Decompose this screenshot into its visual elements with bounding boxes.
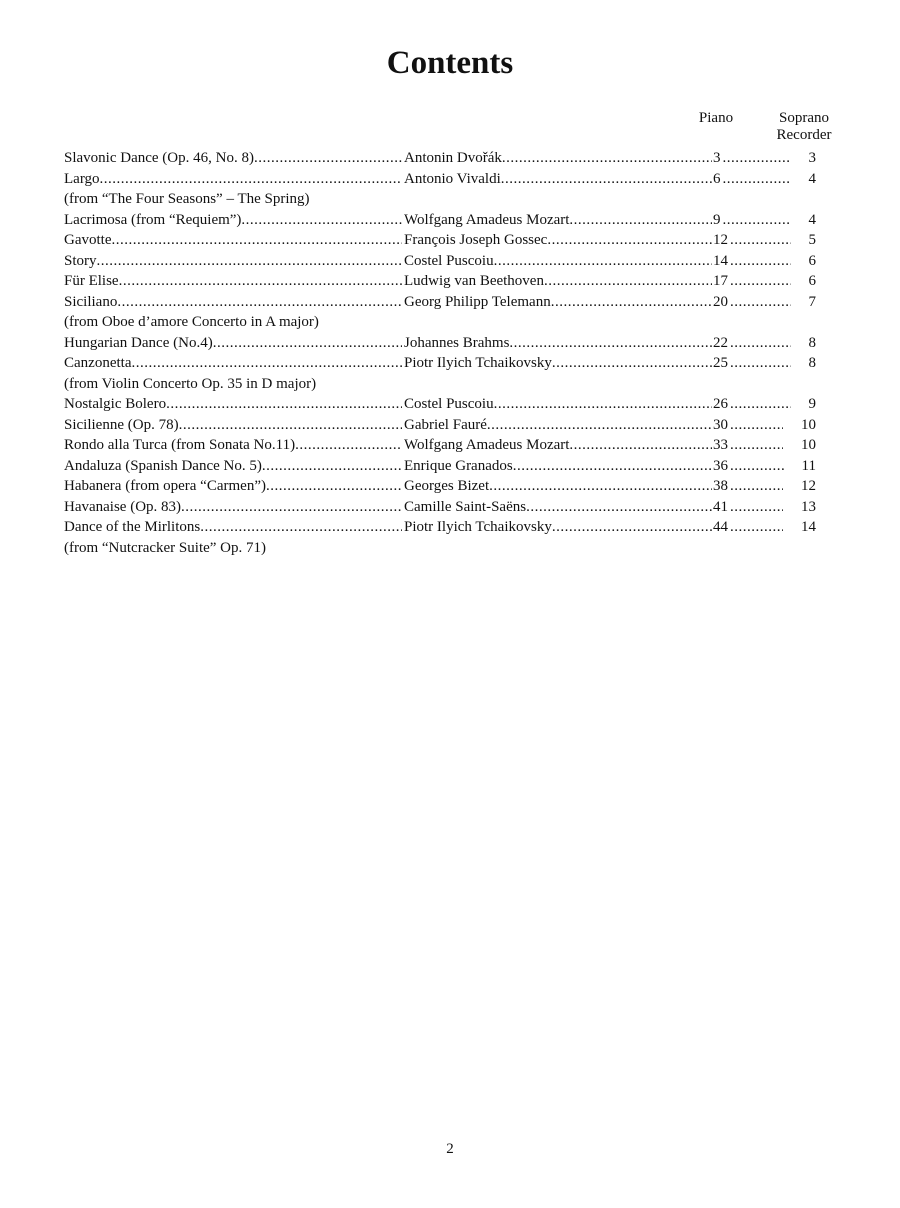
toc-entry-recorder-page: 8 xyxy=(808,355,816,371)
leader-dots xyxy=(487,415,712,436)
toc-entry-recorder-page: 10 xyxy=(801,437,816,453)
leader-dots xyxy=(513,456,712,477)
toc-entry-composer: Antonio Vivaldi xyxy=(404,169,501,190)
leader-dots xyxy=(295,435,402,456)
toc-entry-title: Hungarian Dance (No.4) xyxy=(64,333,213,354)
toc-entry-composer-cell xyxy=(404,251,712,272)
toc-entry-title-cell xyxy=(64,476,402,497)
toc-entry-recorder-page: 9 xyxy=(808,396,816,412)
toc-entry-recorder-page: 11 xyxy=(801,457,816,474)
toc-entry-title: Lacrimosa (from “Requiem”) xyxy=(64,210,241,231)
toc-entry-title: Havanaise (Op. 83) xyxy=(64,497,181,518)
leader-dots xyxy=(551,292,712,313)
toc-entry-subtitle-row xyxy=(64,374,824,395)
leader-dots xyxy=(111,230,402,251)
toc-entry-title-cell xyxy=(64,292,402,313)
leader-dots xyxy=(131,353,402,374)
leader-dots xyxy=(97,251,402,272)
toc-entry-composer-cell xyxy=(404,476,712,497)
toc-entry xyxy=(64,230,824,251)
toc-entry-composer: Costel Puscoiu xyxy=(404,251,494,272)
toc-entry-recorder-page: 5 xyxy=(808,232,816,248)
toc-entry-title-cell xyxy=(64,271,402,292)
toc-entry-title-cell xyxy=(64,497,402,518)
toc-entry xyxy=(64,333,824,354)
toc-entry-recorder-page: 4 xyxy=(808,170,816,187)
table-of-contents xyxy=(64,148,824,558)
toc-entry-composer-cell xyxy=(404,292,712,313)
column-header-recorder-line2: Recorder xyxy=(776,127,832,143)
toc-entry-subtitle: (from Violin Concerto Op. 35 in D major) xyxy=(64,375,317,392)
toc-entry-title-cell xyxy=(64,169,402,190)
toc-entry xyxy=(64,517,824,538)
toc-entry-composer-cell xyxy=(404,210,712,231)
leader-dots xyxy=(526,497,712,518)
toc-entry-composer: Piotr Ilyich Tchaikovsky xyxy=(404,353,552,374)
leader-dots xyxy=(730,456,784,477)
toc-entry xyxy=(64,476,824,497)
toc-entry-recorder-page: 4 xyxy=(808,211,816,228)
toc-entry-piano-page: 12 xyxy=(713,230,729,251)
leader-dots xyxy=(509,333,712,354)
toc-entry-composer: Piotr Ilyich Tchaikovsky xyxy=(404,517,552,538)
toc-entry-recorder-page: 14 xyxy=(801,519,816,535)
page-title: Contents xyxy=(386,45,514,81)
toc-entry-piano-page: 17 xyxy=(713,271,729,292)
toc-entry-title-cell xyxy=(64,394,402,415)
toc-entry-recorder-page: 6 xyxy=(808,252,816,269)
toc-entry-composer: Wolfgang Amadeus Mozart xyxy=(404,210,569,231)
leader-dots xyxy=(723,148,791,169)
toc-entry-composer-cell xyxy=(404,230,712,251)
leader-dots xyxy=(730,333,791,354)
toc-entry xyxy=(64,394,824,415)
toc-entry-recorder-page: 3 xyxy=(808,150,816,166)
leader-dots xyxy=(730,292,791,313)
toc-entry-subtitle: (from “Nutcracker Suite” Op. 71) xyxy=(64,539,267,556)
toc-entry xyxy=(64,353,824,374)
page-number: 2 xyxy=(446,1141,454,1157)
leader-dots xyxy=(730,251,791,272)
toc-entry-composer-cell xyxy=(404,517,712,538)
toc-entry xyxy=(64,497,824,518)
toc-entry-piano-page: 30 xyxy=(713,415,729,436)
leader-dots xyxy=(730,230,791,251)
toc-entry-composer: François Joseph Gossec xyxy=(404,230,547,251)
toc-entry xyxy=(64,415,824,436)
toc-entry-piano-page: 14 xyxy=(713,251,729,272)
toc-entry-composer: Georg Philipp Telemann xyxy=(404,292,551,313)
leader-dots xyxy=(730,394,791,415)
toc-entry-subtitle-row xyxy=(64,538,824,559)
toc-entry-composer: Georges Bizet xyxy=(404,476,489,497)
leader-dots xyxy=(502,148,712,169)
toc-entry-title: Nostalgic Bolero xyxy=(64,394,166,415)
toc-entry-composer: Johannes Brahms xyxy=(404,333,509,354)
toc-entry-title: Slavonic Dance (Op. 46, No. 8) xyxy=(64,148,254,169)
toc-entry-recorder-page: 10 xyxy=(801,416,816,433)
toc-entry-title-cell xyxy=(64,148,402,169)
toc-entry-subtitle-row xyxy=(64,189,824,210)
toc-entry-recorder-page: 7 xyxy=(808,293,816,310)
leader-dots xyxy=(100,169,402,190)
toc-entry-title: Story xyxy=(64,251,97,272)
leader-dots xyxy=(501,169,712,190)
toc-entry-title: Für Elise xyxy=(64,271,119,292)
toc-entry-title: Habanera (from opera “Carmen”) xyxy=(64,476,266,497)
toc-entry-composer-cell xyxy=(404,333,712,354)
column-header-recorder-line1: Soprano xyxy=(779,110,829,126)
column-header-recorder xyxy=(766,110,842,144)
leader-dots xyxy=(213,333,402,354)
toc-entry-composer-cell xyxy=(404,435,712,456)
toc-entry-composer-cell xyxy=(404,169,712,190)
toc-entry xyxy=(64,435,824,456)
leader-dots xyxy=(200,517,402,538)
toc-entry-title: Rondo alla Turca (from Sonata No.11) xyxy=(64,435,295,456)
leader-dots xyxy=(544,271,712,292)
toc-entry xyxy=(64,271,824,292)
leader-dots xyxy=(730,353,791,374)
toc-entry-composer-cell xyxy=(404,271,712,292)
leader-dots xyxy=(730,271,791,292)
leader-dots xyxy=(730,415,783,436)
toc-entry-recorder-page: 13 xyxy=(801,498,816,515)
toc-entry-piano-page: 44 xyxy=(713,517,729,538)
toc-entry-composer-cell xyxy=(404,415,712,436)
toc-entry-recorder-page: 6 xyxy=(808,273,816,289)
toc-entry-title-cell xyxy=(64,435,402,456)
toc-entry-title: Gavotte xyxy=(64,230,111,251)
toc-entry-composer: Gabriel Fauré xyxy=(404,415,487,436)
leader-dots xyxy=(166,394,402,415)
leader-dots xyxy=(569,210,712,231)
leader-dots xyxy=(241,210,402,231)
toc-entry-recorder-page: 8 xyxy=(808,334,816,351)
toc-entry-piano-page: 26 xyxy=(713,394,729,415)
column-header-piano: Piano xyxy=(698,110,734,126)
leader-dots xyxy=(119,271,402,292)
toc-entry-composer: Enrique Granados xyxy=(404,456,513,477)
toc-entry-piano-page: 9 xyxy=(713,210,722,231)
toc-entry-title: Siciliano xyxy=(64,292,117,313)
toc-entry-title: Dance of the Mirlitons xyxy=(64,517,200,538)
toc-entry-piano-page: 3 xyxy=(713,148,722,169)
leader-dots xyxy=(552,353,712,374)
toc-entry xyxy=(64,169,824,190)
toc-entry-composer: Costel Puscoiu xyxy=(404,394,494,415)
leader-dots xyxy=(489,476,712,497)
leader-dots xyxy=(266,476,402,497)
toc-entry-title: Andaluza (Spanish Dance No. 5) xyxy=(64,456,262,477)
toc-entry-title: Canzonetta xyxy=(64,353,131,374)
toc-entry-composer-cell xyxy=(404,394,712,415)
leader-dots xyxy=(552,517,712,538)
toc-entry-title-cell xyxy=(64,415,402,436)
toc-entry-piano-page: 36 xyxy=(713,456,729,477)
toc-entry-composer: Ludwig van Beethoven xyxy=(404,271,544,292)
toc-entry-title-cell xyxy=(64,333,402,354)
leader-dots xyxy=(730,517,783,538)
leader-dots xyxy=(179,415,402,436)
leader-dots xyxy=(723,210,791,231)
leader-dots xyxy=(547,230,712,251)
toc-entry-piano-page: 22 xyxy=(713,333,729,354)
toc-entry-title: Sicilienne (Op. 78) xyxy=(64,415,179,436)
toc-entry-title-cell xyxy=(64,230,402,251)
toc-entry-composer-cell xyxy=(404,353,712,374)
toc-entry-piano-page: 25 xyxy=(713,353,729,374)
toc-entry-recorder-page: 12 xyxy=(801,478,816,494)
toc-entry xyxy=(64,292,824,313)
leader-dots xyxy=(262,456,402,477)
leader-dots xyxy=(494,394,712,415)
toc-entry-composer: Camille Saint-Saëns xyxy=(404,497,526,518)
leader-dots xyxy=(117,292,402,313)
toc-entry xyxy=(64,456,824,477)
toc-entry-composer-cell xyxy=(404,148,712,169)
leader-dots xyxy=(730,476,783,497)
toc-entry-piano-page: 20 xyxy=(713,292,729,313)
toc-entry-piano-page: 33 xyxy=(713,435,729,456)
toc-entry-piano-page: 38 xyxy=(713,476,729,497)
toc-entry-composer: Antonin Dvořák xyxy=(404,148,502,169)
toc-entry-title-cell xyxy=(64,251,402,272)
toc-entry xyxy=(64,148,824,169)
toc-entry-subtitle-row xyxy=(64,312,824,333)
toc-entry-composer: Wolfgang Amadeus Mozart xyxy=(404,435,569,456)
toc-entry-title-cell xyxy=(64,210,402,231)
toc-entry-subtitle: (from Oboe d’amore Concerto in A major) xyxy=(64,314,319,330)
toc-entry xyxy=(64,251,824,272)
leader-dots xyxy=(723,169,791,190)
toc-entry-composer-cell xyxy=(404,497,712,518)
toc-entry-title-cell xyxy=(64,517,402,538)
leader-dots xyxy=(254,148,402,169)
toc-entry-piano-page: 41 xyxy=(713,497,729,518)
leader-dots xyxy=(494,251,712,272)
toc-entry-title-cell xyxy=(64,353,402,374)
toc-entry-piano-page: 6 xyxy=(713,169,722,190)
toc-entry-title: Largo xyxy=(64,169,100,190)
toc-entry-composer-cell xyxy=(404,456,712,477)
leader-dots xyxy=(569,435,712,456)
toc-entry-title-cell xyxy=(64,456,402,477)
leader-dots xyxy=(730,435,783,456)
leader-dots xyxy=(730,497,783,518)
toc-entry xyxy=(64,210,824,231)
leader-dots xyxy=(181,497,402,518)
toc-entry-subtitle: (from “The Four Seasons” – The Spring) xyxy=(64,191,310,207)
